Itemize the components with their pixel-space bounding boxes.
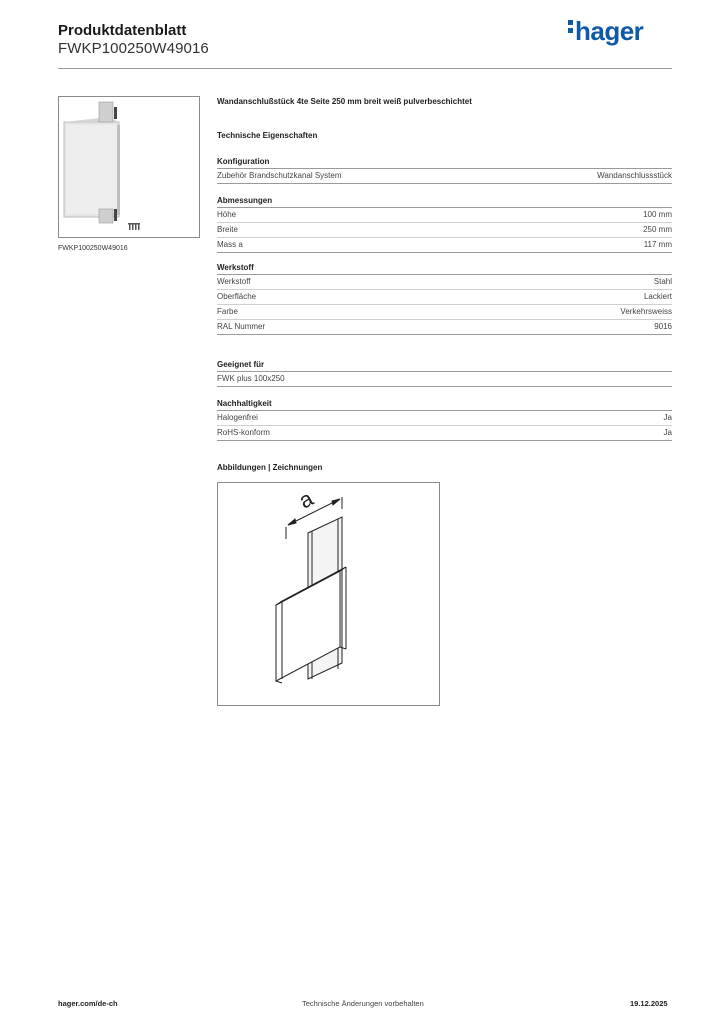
logo-dots-icon: [568, 17, 573, 36]
table-row: [217, 208, 672, 223]
wall-connector-photo-icon: [59, 97, 199, 237]
table-row: [217, 305, 672, 320]
product-code: FWKP100250W49016: [58, 40, 209, 57]
footer-notice: Technische Änderungen vorbehalten: [302, 999, 424, 1008]
row-label: Halogenfrei: [217, 413, 258, 422]
table-row: [217, 238, 672, 253]
row-value: Ja: [663, 413, 672, 422]
product-image: [58, 96, 200, 238]
row-value: Ja: [663, 428, 672, 437]
row-value: 9016: [654, 322, 672, 331]
row-label: Zubehör Brandschutzkanal System: [217, 171, 342, 180]
technical-properties-title: Technische Eigenschaften: [217, 131, 318, 140]
technical-drawing: [217, 482, 440, 706]
table-row: [217, 426, 672, 441]
product-description: Wandanschlußstück 4te Seite 250 mm breit weiß pulverbeschichtet: [217, 97, 472, 106]
dimension-label: a: [294, 485, 318, 514]
dimension-drawing-icon: [218, 483, 439, 705]
row-label: Oberfläche: [217, 292, 257, 301]
row-value: 250 mm: [643, 225, 672, 234]
row-value: Lackiert: [643, 292, 672, 301]
section-title: Abmessungen: [217, 195, 672, 208]
table-row: [217, 275, 672, 290]
table-row: [217, 411, 672, 426]
section-nachhaltigkeit: [217, 398, 672, 441]
table-row: [217, 223, 672, 238]
table-row: [217, 290, 672, 305]
section-title: Geeignet für: [217, 359, 672, 372]
row-value: 117 mm: [643, 240, 672, 249]
logo-text: hager: [575, 16, 644, 46]
row-value: 100 mm: [643, 210, 672, 219]
footer-website[interactable]: hager.com/de-ch: [58, 999, 118, 1008]
section-geeignet-fuer: [217, 359, 672, 387]
header-divider: [58, 68, 672, 69]
section-abmessungen: [217, 195, 672, 253]
row-value: Stahl: [653, 277, 672, 286]
page-title: Produktdatenblatt: [58, 22, 187, 39]
table-row: [217, 372, 672, 387]
table-row: [217, 169, 672, 184]
row-label: RAL Nummer: [217, 322, 266, 331]
row-label: Breite: [217, 225, 238, 234]
section-werkstoff: [217, 262, 672, 335]
product-image-caption: FWKP100250W49016: [58, 245, 128, 252]
table-row: [217, 320, 672, 335]
section-title: Nachhaltigkeit: [217, 398, 672, 411]
row-value: Verkehrsweiss: [620, 307, 672, 316]
row-label: Farbe: [217, 307, 238, 316]
row-label: Werkstoff: [217, 277, 251, 286]
drawings-title: Abbildungen | Zeichnungen: [217, 463, 323, 472]
footer-date: 19.12.2025: [630, 999, 668, 1008]
row-value: Wandanschlussstück: [597, 171, 672, 180]
row-label: FWK plus 100x250: [217, 374, 285, 383]
section-konfiguration: [217, 156, 672, 184]
section-title: Werkstoff: [217, 262, 672, 275]
row-label: RoHS-konform: [217, 428, 270, 437]
hager-logo: [568, 16, 643, 47]
section-title: Konfiguration: [217, 156, 672, 169]
row-label: Mass a: [217, 240, 243, 249]
row-label: Höhe: [217, 210, 237, 219]
